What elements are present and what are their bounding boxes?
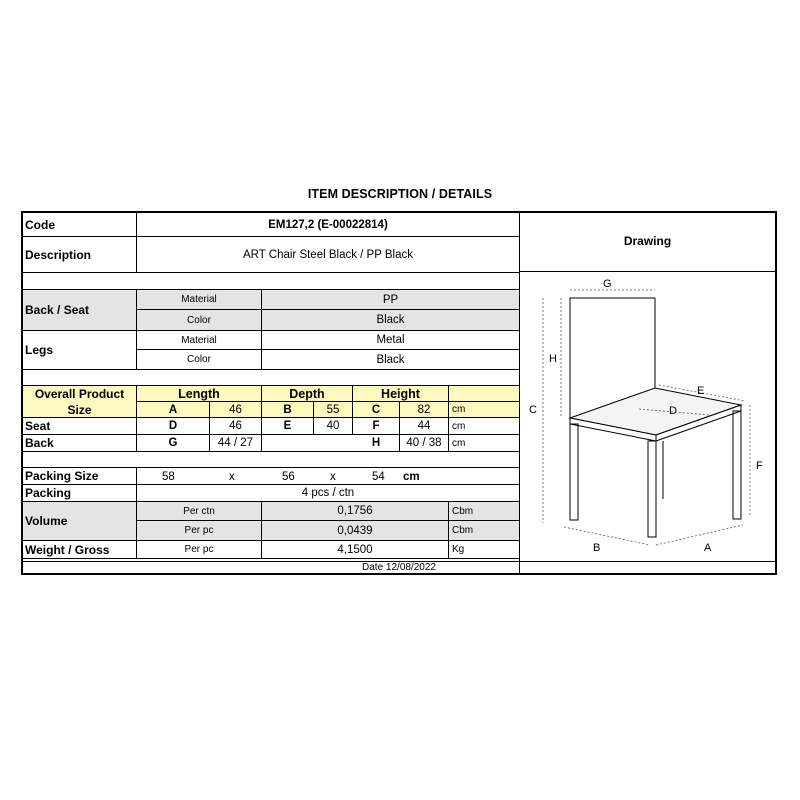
overall-size-label [23,386,137,418]
back-blank [262,435,353,452]
packing-value: 4 pcs / ctn [137,485,519,502]
chair-leg-back-right [733,411,741,519]
drawing-label-a: A [704,542,712,554]
overall-size-label-line1: Overall Product [34,386,125,401]
size-header-blank [449,386,519,402]
packing-size-times-2: x [330,470,336,483]
code-value: EM127,2 (E-00022814) [137,213,519,237]
seat-f-label: F [353,418,400,435]
back-seat-color-value: Black [262,310,519,331]
depth-header: Depth [262,386,353,402]
height-header: Height [353,386,449,402]
volume-per-pc-unit: Cbm [449,521,519,541]
size-c-value: 82 [400,402,449,418]
dimension-a-line [656,525,743,545]
back-h-value: 40 / 38 [400,435,449,452]
back-seat-color-label: Color [137,310,262,331]
chair-leg-front-left [570,424,578,520]
drawing-label-h: H [549,353,557,365]
legs-material-value: Metal [262,331,519,350]
weight-unit: Kg [449,541,519,559]
back-seat-material-value: PP [262,290,519,310]
overall-size-label-line2: Size [67,402,92,417]
seat-f-value: 44 [400,418,449,435]
divider [23,272,519,273]
back-seat-material-label: Material [137,290,262,310]
back-g-label: G [137,435,210,452]
weight-value: 4,1500 [262,541,449,559]
legs-label: Legs [23,331,137,370]
volume-per-pc-value: 0,0439 [262,521,449,541]
size-b-label: B [262,402,314,418]
back-seat-label: Back / Seat [23,290,137,331]
size-a-label: A [137,402,210,418]
volume-per-pc-label: Per pc [137,521,262,541]
packing-size-length: 58 [162,470,175,483]
seat-e-value: 40 [314,418,353,435]
size-c-label: C [353,402,400,418]
back-unit: cm [449,435,519,452]
back-h-label: H [353,435,400,452]
seat-d-value: 46 [210,418,262,435]
drawing-label-d: D [669,405,677,417]
drawing-label-f: F [756,460,763,472]
weight-label: Weight / Gross [23,541,137,559]
seat-unit: cm [449,418,519,435]
description-value: ART Chair Steel Black / PP Black [242,248,414,261]
length-header: Length [137,386,262,402]
volume-per-ctn-unit: Cbm [449,502,519,521]
code-label: Code [23,213,137,237]
packing-size-unit: cm [403,470,420,483]
weight-per-pc-label: Per pc [137,541,262,559]
volume-per-ctn-label: Per ctn [137,502,262,521]
drawing-label-c: C [529,404,537,416]
drawing-label-b: B [593,542,601,554]
packing-size-height: 54 [372,470,385,483]
seat-e-label: E [262,418,314,435]
drawing-header: Drawing [519,213,775,272]
back-g-value: 44 / 27 [210,435,262,452]
packing-size-width: 56 [282,470,295,483]
seat-label: Seat [23,418,137,435]
drawing-label-e: E [697,385,705,397]
size-b-value: 55 [314,402,353,418]
volume-per-ctn-value: 0,1756 [262,502,449,521]
volume-label: Volume [23,502,137,541]
chair-dimension-drawing [519,277,775,563]
dimension-b-line [564,527,650,545]
legs-material-label: Material [137,331,262,350]
packing-size-times-1: x [229,470,235,483]
legs-color-label: Color [137,350,262,370]
size-unit: cm [449,402,519,418]
seat-d-label: D [137,418,210,435]
legs-color-value: Black [262,350,519,370]
document-title: ITEM DESCRIPTION / DETAILS [307,187,493,201]
packing-size-label: Packing Size [23,468,137,485]
chair-leg-front-right [648,441,656,537]
description-label: Description [23,237,137,272]
back-label: Back [23,435,137,452]
packing-label: Packing [23,485,137,502]
size-a-value: 46 [210,402,262,418]
date-footer: Date 12/08/2022 [362,562,436,573]
drawing-label-g: G [603,278,612,290]
